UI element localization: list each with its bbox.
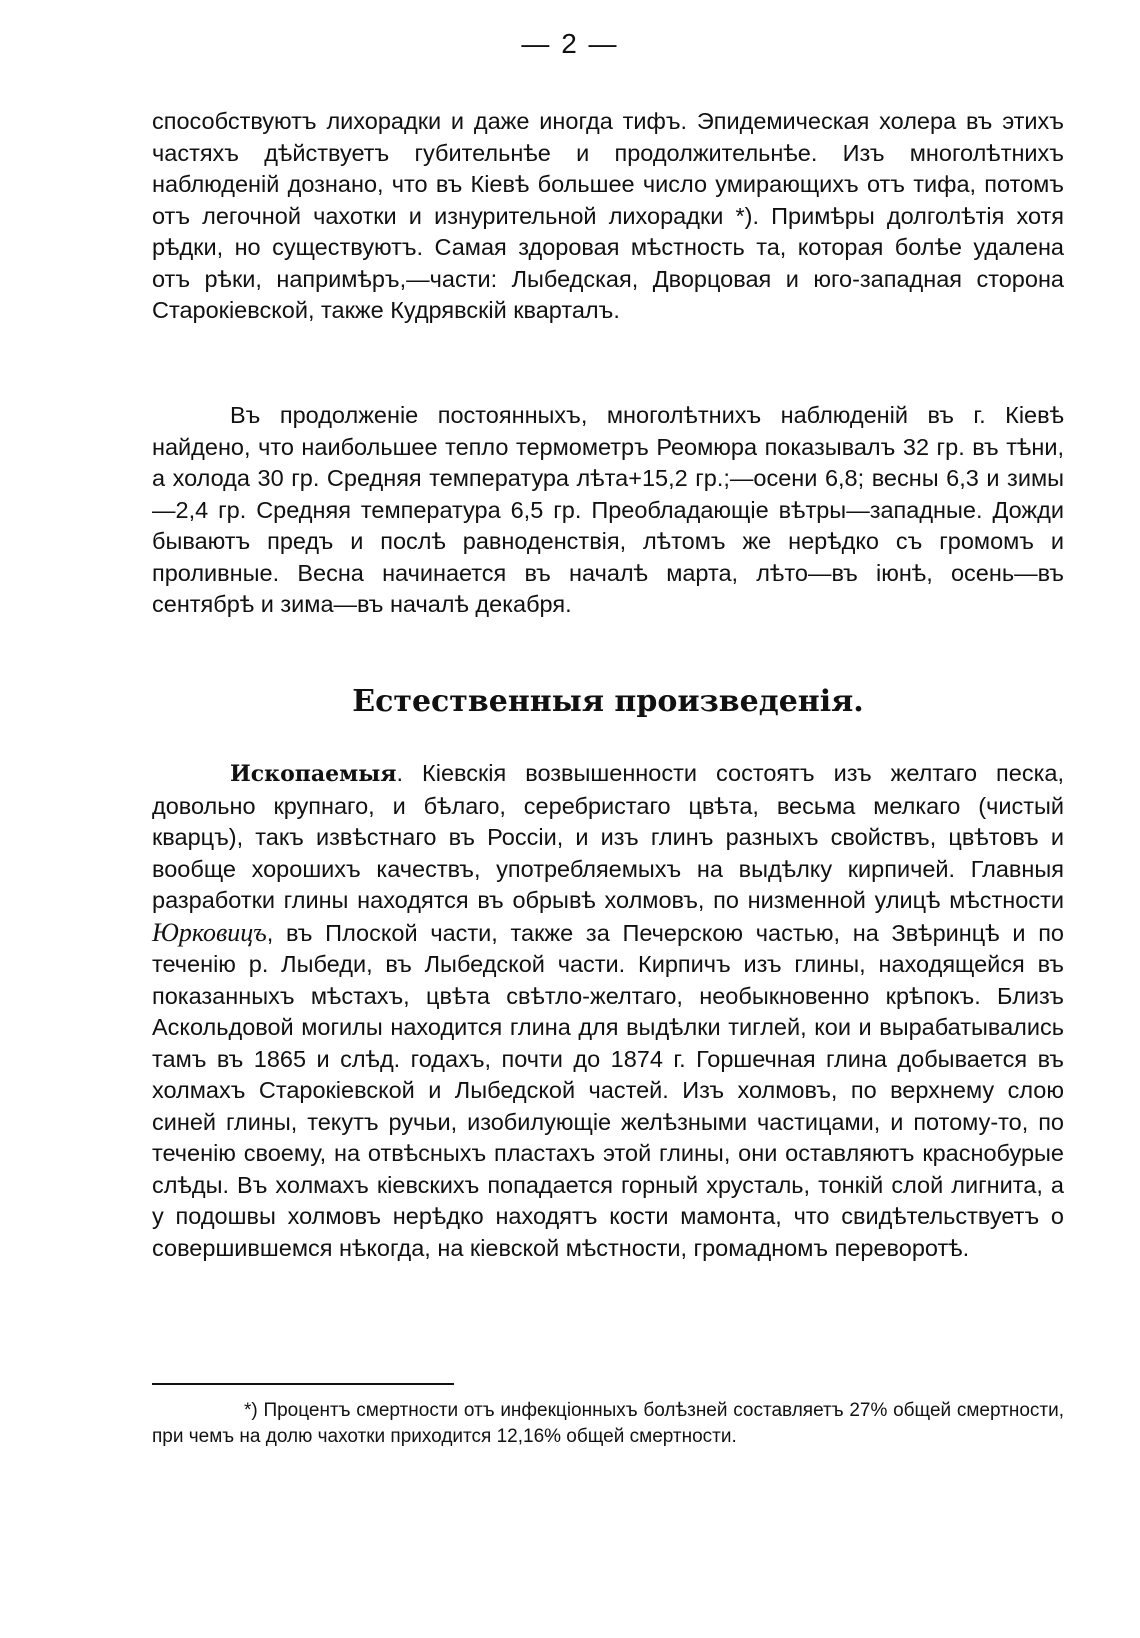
paragraph-minerals [152, 758, 1064, 1264]
lead-word: Ископаемыя [230, 761, 397, 787]
section-heading: Естественныя произведенія. [352, 684, 864, 719]
paragraph-minerals-part1: . Кіевскія возвышенности состоятъ изъ желтаго песка, довольно крупнаго, и бѣлаго, серебристаго цвѣта, весьма мелкаго (чистый кварцъ), такъ извѣстнаго въ Россіи, и изъ глинъ разныхъ свойствъ, цвѣтовъ и вообще хорошихъ качествъ, употребляемыхъ на выдѣлку кирпичей. Главныя разработки глины находятся въ обрывѣ холмовъ, по низменной улицѣ мѣстности [152, 760, 1064, 913]
page-number: — 2 — [521, 28, 619, 59]
paragraph-climate-temperature: Въ продолженіе постоянныхъ, многолѣтнихъ наблюденій въ г. Кіевѣ найдено, что наибольшее тепло термометръ Реомюра показывалъ 32 гр. въ тѣни, а холода 30 гр. Средняя температура лѣта+15,2 гр.;—осени 6,8; весны 6,3 и зимы—2,4 гр. Средняя температура 6,5 гр. Преобладающіе вѣтры—западные. Дожди бываютъ предъ и послѣ равноденствія, лѣтомъ же нерѣдко съ громомъ и проливные. Весна начинается въ началѣ марта, лѣто—въ іюнѣ, осень—въ сентябрѣ и зима—въ началѣ декабря. [152, 402, 1064, 617]
footnote-rule [152, 1383, 454, 1385]
paragraph-minerals-part2: , въ Плоской части, также за Печерскою частью, на Звѣринцѣ и по теченію р. Лыбеди, въ Лыбедской части. Кирпичъ изъ глины, находящейся въ показанныхъ мѣстахъ, цвѣта свѣтло-желтаго, необыкновенно крѣпокъ. Близъ Аскольдовой могилы находится глина для выдѣлки тиглей, кои и вырабатывались тамъ въ 1865 и слѣд. годахъ, почти до 1874 г. Горшечная глина добывается въ холмахъ Старокіевской и Лыбедской частей. Изъ холмовъ, по верхнему слою синей глины, текутъ ручьи, изобилующіе желѣзными частицами, и потому-то, по теченію своему, на отвѣсныхъ пластахъ этой глины, они оставляютъ краснобурые слѣды. Въ холмахъ кіевскихъ попадается горный хрусталь, тонкій слой лигнита, а у подошвы холмовъ нерѣдко находятъ кости мамонта, что свидѣтельствуетъ о совершившемся нѣкогда, на кіевской мѣстности, громадномъ переворотѣ. [152, 919, 1064, 1261]
place-name-italic: Юрковицъ [152, 917, 267, 947]
paragraph-climate-diseases: способствуютъ лихорадки и даже иногда тифъ. Эпидемическая холера въ этихъ частяхъ дѣйствуетъ губительнѣе и продолжительнѣе. Изъ многолѣтнихъ наблюденій дознано, что въ Кіевѣ большее число умирающихъ отъ тифа, потомъ отъ легочной чахотки и изнурительной лихорадки *). Примѣры долголѣтія хотя рѣдки, но существуютъ. Самая здоровая мѣстность та, которая болѣе удалена отъ рѣки, напримѣръ,—части: Лыбедская, Дворцовая и юго-западная сторона Старокіевской, также Кудрявскій кварталъ. [152, 108, 1064, 323]
footnote: *) Процентъ смертности отъ инфекціонныхъ болѣзней составляетъ 27% общей смертности, при чемъ на долю чахотки приходится 12,16% общей смертности. [152, 1400, 1064, 1447]
